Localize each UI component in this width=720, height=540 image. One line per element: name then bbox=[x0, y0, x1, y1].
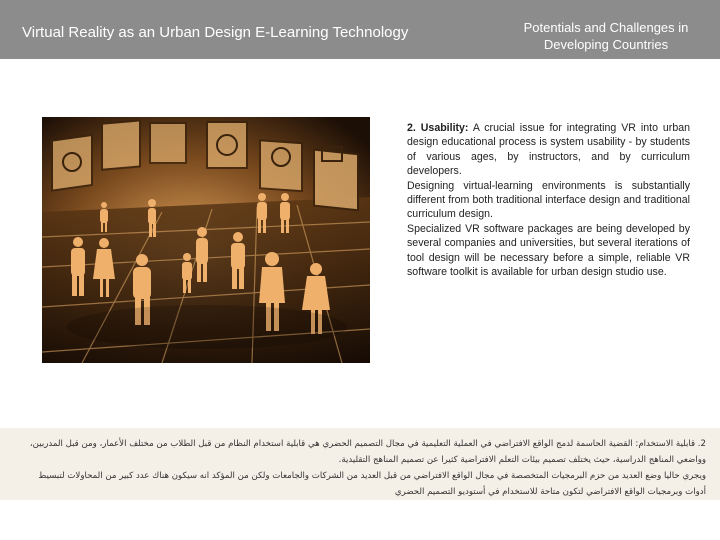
usability-heading: 2. Usability: bbox=[407, 122, 469, 134]
vr-illustration bbox=[42, 117, 370, 363]
arabic-line-1: 2. قابلية الاستخدام: القضية الحاسمة لدمج الواقع الافتراضي في العملية التعليمية في مجال التصميم الحضري هي قابلية استخدام النظام من قبل الطلاب من مختلف الأعمار، ومن قبل المدربين، bbox=[29, 439, 706, 449]
slide-header bbox=[0, 0, 720, 59]
arabic-line-3: ويجري حاليا وضع العديد من حزم البرمجيات المتخصصة في مجال الواقع الافتراضي من قبل العديد من الشركات والجامعات ولكن من المؤكد انه سيكون هناك عدد كبير من المحاولات لتبسيط bbox=[38, 471, 706, 481]
arabic-line-4: أدوات وبرمجيات الواقع الافتراضي لتكون متاحة للاستخدام في أستوديو التصميم الحضري bbox=[394, 487, 706, 497]
arabic-text bbox=[6, 436, 706, 500]
usability-lead: A crucial issue for integrating VR into urban design educational process is system usability - by students of various ages, by instructors, and by curriculum developers. bbox=[407, 122, 690, 178]
usability-para-3: Specialized VR software packages are being developed by several companies and universities, but several iterations of tool design will be necessary before a simple, reliable VR software toolkit is available for urban design studio use. bbox=[407, 222, 690, 279]
slide-title: Virtual Reality as an Urban Design E-Learning Technology bbox=[22, 24, 409, 41]
arabic-line-2: وواضعي المناهج الدراسية، حيث يختلف تصميم بيئات التعلم الافتراضية كثيرا عن تصميم المناهج التقليدية. bbox=[338, 455, 706, 465]
usability-text bbox=[407, 121, 690, 279]
usability-para-2: Designing virtual-learning environments is substantially different from both traditional interface design and traditional curriculum design. bbox=[407, 179, 690, 221]
slide-subtitle: Potentials and Challenges in Developing Countries bbox=[523, 20, 689, 52]
